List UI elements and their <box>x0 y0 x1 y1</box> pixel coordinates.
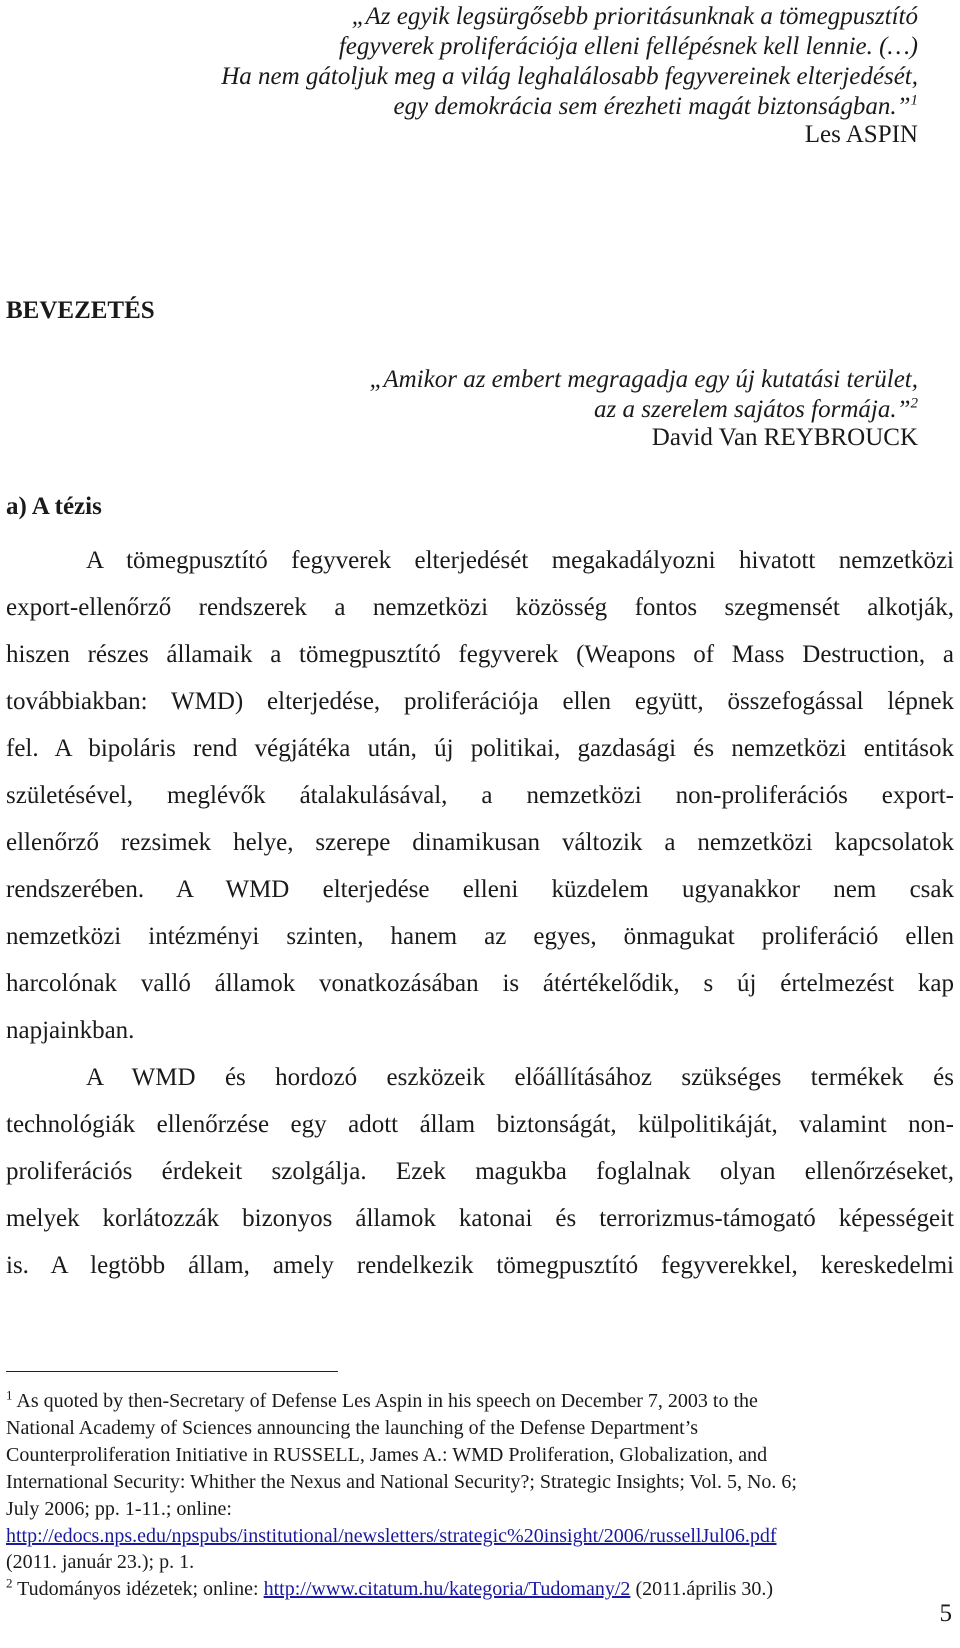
footnote-ref[interactable]: 1 <box>910 92 918 109</box>
footnote-line: National Academy of Sciences announcing the launching of the Defense Department’s <box>6 1417 698 1439</box>
paragraph-line: technológiák ellenőrzése egy adott állam biztonságát, külpolitikáját, valamint non- <box>6 1111 954 1138</box>
paragraph-line: rendszerében. A WMD elterjedése elleni küzdelem ugyanakkor nem csak <box>6 876 954 903</box>
paragraph-line: harcolónak valló államok vonatkozásában is átértékelődik, s új értelmezést kap <box>6 970 954 997</box>
page-number: 5 <box>939 1600 952 1627</box>
footnote-2 <box>6 1576 906 1603</box>
footnote-line: (2011. január 23.); p. 1. <box>6 1551 195 1573</box>
paragraph-line: hiszen részes államaik a tömegpusztító fegyverek (Weapons of Mass Destruction, a <box>6 641 954 668</box>
footnote-line: July 2006; pp. 1-11.; online: <box>6 1498 232 1520</box>
footnote-number: 1 <box>6 1387 13 1403</box>
paragraph-line: is. A legtöbb állam, amely rendelkezik tömegpusztító fegyverekkel, kereskedelmi <box>6 1252 954 1279</box>
paragraph-line: fel. A bipoláris rend végjátéka után, új politikai, gazdasági és nemzetközi entitások <box>6 735 954 762</box>
paragraph-line: proliferációs érdekeit szolgálja. Ezek magukba foglalnak olyan ellenőrzéseket, <box>6 1158 954 1185</box>
paragraph-line: A tömegpusztító fegyverek elterjedését megakadályozni hivatott nemzetközi <box>86 547 954 574</box>
epigraph-author: David Van REYBROUCK <box>651 424 918 451</box>
footnote-link-line <box>6 1523 906 1550</box>
epigraph-line: „Amikor az embert megragadja egy új kutatási terület, <box>369 366 918 393</box>
epigraph-line: fegyverek proliferációja elleni fellépésnek kell lennie. (…) <box>338 33 918 60</box>
epigraph-line-with-ref <box>594 393 918 426</box>
section-title: BEVEZETÉS <box>6 297 155 324</box>
footnote-line: International Security: Whither the Nexus and National Security?; Strategic Insights; Vol. 5, No. 6; <box>6 1471 797 1493</box>
footnote-line: Counterproliferation Initiative in RUSSELL, James A.: WMD Proliferation, Globalization, and <box>6 1444 768 1466</box>
footnote-link[interactable]: http://edocs.nps.edu/npspubs/institutional/newsletters/strategic%20insight/2006/russellJul06.pdf <box>6 1525 777 1547</box>
epigraph-author: Les ASPIN <box>804 121 918 148</box>
footnote-text: (2011.április 30.) <box>630 1578 774 1600</box>
epigraph-line: Ha nem gátoljuk meg a világ leghalálosabb fegyvereinek elterjedését, <box>221 63 918 90</box>
paragraph-line: export-ellenőrző rendszerek a nemzetközi közösség fontos szegmensét alkotják, <box>6 594 954 621</box>
paragraph-line: születésével, meglévők átalakulásával, a nemzetközi non-proliferációs export- <box>6 782 954 809</box>
epigraph-line: egy demokrácia sem érezheti magát biztonságban.” <box>393 93 911 120</box>
footnote-link[interactable]: http://www.citatum.hu/kategoria/Tudomany/2 <box>263 1578 631 1600</box>
paragraph-line: továbbiakban: WMD) elterjedése, proliferációja ellen együtt, összefogással lépnek <box>6 688 954 715</box>
footnote-ref[interactable]: 2 <box>910 395 918 412</box>
footnote-line <box>6 1388 906 1415</box>
epigraph-line: az a szerelem sajátos formája.” <box>594 396 911 423</box>
footnote-separator <box>6 1371 338 1372</box>
paragraph-line: ellenőrző rezsimek helye, szerepe dinamikusan változik a nemzetközi kapcsolatok <box>6 829 954 856</box>
epigraph-line-with-ref <box>393 90 918 123</box>
paragraph-line: A WMD és hordozó eszközeik előállításához szükséges termékek és <box>86 1064 954 1091</box>
footnote-text: Tudományos idézetek; online: <box>17 1578 264 1600</box>
footnote-number: 2 <box>6 1575 13 1591</box>
epigraph-line: „Az egyik legsürgősebb prioritásunknak a tömegpusztító <box>351 3 918 30</box>
paragraph-line: nemzetközi intézményi szinten, hanem az egyes, önmagukat proliferáció ellen <box>6 923 954 950</box>
subsection-title: a) A tézis <box>6 493 102 520</box>
footnote-text: As quoted by then-Secretary of Defense Les Aspin in his speech on December 7, 2003 to the <box>16 1390 758 1412</box>
paragraph-line: melyek korlátozzák bizonyos államok katonai és terrorizmus-támogató képességeit <box>6 1205 954 1232</box>
paragraph-line: napjainkban. <box>6 1017 135 1044</box>
